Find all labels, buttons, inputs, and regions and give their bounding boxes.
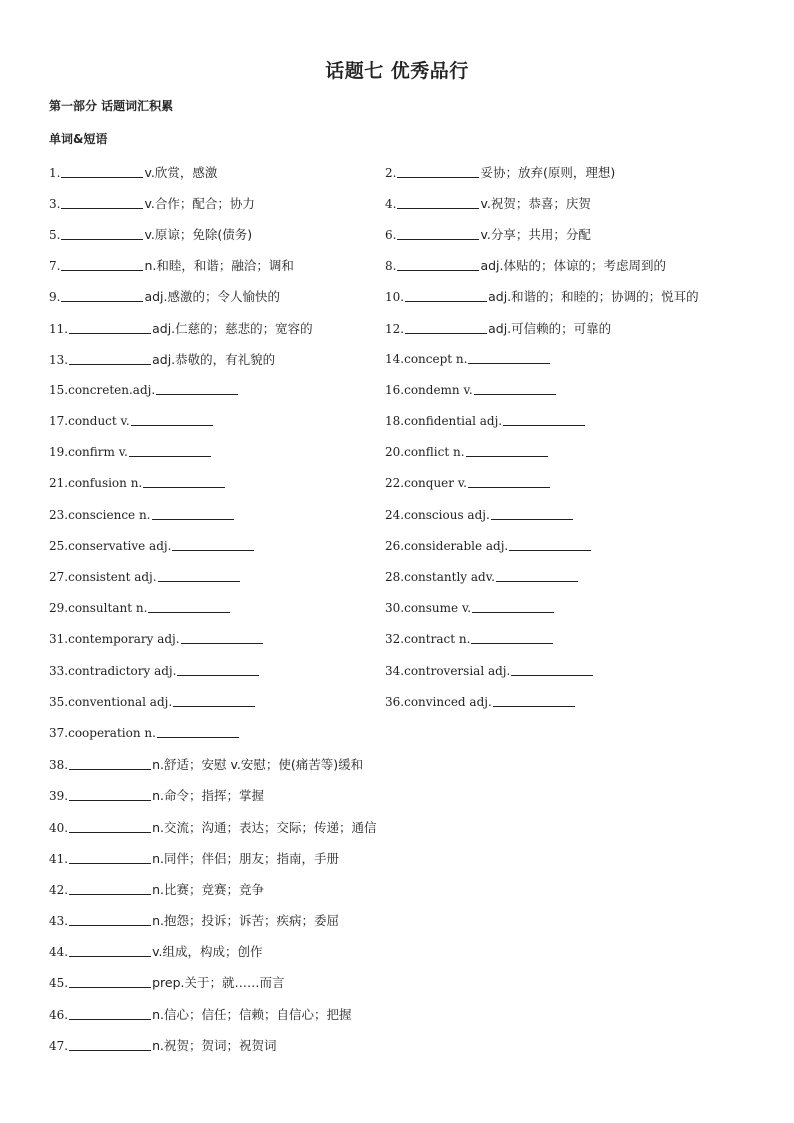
vocab-row	[49, 686, 769, 717]
answer-blank[interactable]	[69, 768, 151, 770]
item-number: 10.	[385, 290, 405, 305]
item-meaning: 妥协；放弃(原则，理想)	[480, 164, 616, 180]
item-word: confidential adj.	[404, 414, 503, 429]
item-meaning: v.祝贺；恭喜；庆贺	[480, 195, 591, 211]
vocab-item	[49, 601, 385, 615]
item-word: conservative adj.	[68, 538, 172, 553]
answer-blank[interactable]	[129, 455, 211, 457]
answer-blank[interactable]	[509, 549, 591, 551]
item-number: 44.	[49, 945, 69, 960]
item-meaning: adj.恭敬的，有礼貌的	[152, 351, 276, 367]
vocab-item	[385, 287, 769, 305]
item-word: conscious adj.	[404, 507, 490, 522]
vocab-item	[49, 942, 769, 960]
item-number: 4.	[385, 196, 397, 211]
vocab-item	[385, 383, 769, 397]
item-number: 6.	[385, 227, 397, 242]
item-number: 11.	[49, 321, 69, 336]
item-number: 35.	[49, 694, 69, 709]
vocab-item	[385, 194, 769, 212]
item-number: 22.	[385, 476, 405, 491]
answer-blank[interactable]	[157, 736, 239, 738]
vocab-item	[385, 695, 769, 709]
answer-blank[interactable]	[61, 300, 143, 302]
vocabulary-list	[49, 156, 769, 1060]
vocab-item	[49, 755, 769, 773]
vocab-item	[385, 445, 769, 459]
item-number: 30.	[385, 601, 405, 616]
item-number: 26.	[385, 538, 405, 553]
vocab-row	[49, 998, 769, 1029]
item-meaning: adj.体贴的；体谅的；考虑周到的	[480, 258, 666, 274]
vocab-item	[49, 163, 385, 181]
answer-blank[interactable]	[152, 518, 234, 520]
item-word: considerable adj.	[404, 538, 509, 553]
answer-blank[interactable]	[181, 642, 263, 644]
item-word: contemporary adj.	[68, 632, 180, 647]
item-number: 31.	[49, 632, 69, 647]
item-number: 7.	[49, 259, 61, 274]
vocab-row	[49, 717, 769, 748]
vocab-item	[385, 319, 769, 337]
vocab-row	[49, 905, 769, 936]
vocab-row	[49, 250, 769, 281]
item-number: 34.	[385, 663, 405, 678]
item-number: 13.	[49, 352, 69, 367]
item-word: consume v.	[404, 601, 472, 616]
item-number: 2.	[385, 165, 397, 180]
vocab-row	[49, 437, 769, 468]
item-number: 43.	[49, 914, 69, 929]
item-number: 28.	[385, 570, 405, 585]
answer-blank[interactable]	[177, 674, 259, 676]
vocab-row	[49, 156, 769, 187]
item-number: 37.	[49, 725, 69, 740]
answer-blank[interactable]	[158, 580, 240, 582]
vocab-item	[385, 225, 769, 243]
item-number: 27.	[49, 570, 69, 585]
vocab-item	[385, 414, 769, 428]
item-meaning: n.抱怨；投诉；诉苦；疾病；委屈	[152, 913, 339, 929]
item-number: 20.	[385, 445, 405, 460]
item-number: 33.	[49, 663, 69, 678]
item-meaning: n.和睦，和谐；融洽；调和	[144, 258, 294, 274]
answer-blank[interactable]	[405, 300, 487, 302]
vocab-item	[49, 1036, 769, 1054]
vocab-item	[49, 256, 385, 274]
answer-blank[interactable]	[69, 924, 151, 926]
item-meaning: v.分享；共用；分配	[480, 226, 591, 242]
vocab-row	[49, 936, 769, 967]
vocab-row	[49, 780, 769, 811]
vocab-row	[49, 218, 769, 249]
item-number: 8.	[385, 259, 397, 274]
item-number: 29.	[49, 601, 69, 616]
vocab-row	[49, 561, 769, 592]
item-meaning: prep.关于；就……而言	[152, 975, 285, 991]
item-number: 17.	[49, 414, 69, 429]
vocab-item	[385, 163, 769, 181]
item-meaning: adj.感激的；令人愉快的	[144, 289, 280, 305]
answer-blank[interactable]	[397, 207, 479, 209]
answer-blank[interactable]	[471, 642, 553, 644]
item-word: conscience n.	[68, 507, 151, 522]
vocab-item	[49, 911, 769, 929]
vocab-row	[49, 499, 769, 530]
subsection-heading: 单词&短语	[49, 132, 108, 146]
page-title: 话题七 优秀品行	[325, 60, 469, 82]
answer-blank[interactable]	[69, 332, 151, 334]
item-word: confusion n.	[68, 476, 143, 491]
item-number: 5.	[49, 227, 61, 242]
item-number: 32.	[385, 632, 405, 647]
item-number: 14.	[385, 351, 405, 366]
answer-blank[interactable]	[69, 955, 151, 957]
item-word: concept n.	[404, 351, 468, 366]
vocab-item	[49, 632, 385, 646]
vocab-row	[49, 811, 769, 842]
answer-blank[interactable]	[468, 486, 550, 488]
item-meaning: v.欣赏，感激	[144, 164, 218, 180]
item-meaning: n.舒适；安慰 v.安慰；使(痛苦等)缓和	[152, 757, 364, 773]
vocab-item	[385, 632, 769, 646]
item-number: 36.	[385, 694, 405, 709]
item-word: conduct v.	[68, 414, 130, 429]
vocab-item	[385, 256, 769, 274]
vocab-item	[49, 539, 385, 553]
item-number: 12.	[385, 321, 405, 336]
item-number: 38.	[49, 758, 69, 773]
item-number: 18.	[385, 414, 405, 429]
item-meaning: n.信心；信任；信赖；自信心；把握	[152, 1006, 352, 1022]
item-word: controversial adj.	[404, 663, 511, 678]
vocab-row	[49, 873, 769, 904]
answer-blank[interactable]	[69, 831, 151, 833]
vocab-item	[49, 1005, 769, 1023]
item-meaning: n.同伴；伴侣；朋友；指南，手册	[152, 850, 339, 866]
item-meaning: adj.仁慈的；慈悲的；宽容的	[152, 320, 313, 336]
answer-blank[interactable]	[69, 986, 151, 988]
item-number: 9.	[49, 290, 61, 305]
vocab-row	[49, 842, 769, 873]
item-number: 47.	[49, 1038, 69, 1053]
answer-blank[interactable]	[69, 363, 151, 365]
item-meaning: v.合作；配合；协力	[144, 195, 255, 211]
answer-blank[interactable]	[69, 1018, 151, 1020]
vocab-item	[385, 476, 769, 490]
answer-blank[interactable]	[61, 269, 143, 271]
item-word: conventional adj.	[68, 694, 173, 709]
item-word: convinced adj.	[404, 694, 492, 709]
item-word: condemn v.	[404, 382, 473, 397]
answer-blank[interactable]	[61, 238, 143, 240]
item-number: 23.	[49, 507, 69, 522]
item-meaning: n.比赛；竞赛；竞争	[152, 881, 264, 897]
answer-blank[interactable]	[69, 862, 151, 864]
vocab-row	[49, 281, 769, 312]
item-number: 24.	[385, 507, 405, 522]
vocab-item	[49, 287, 385, 305]
item-word: concreten.adj.	[68, 382, 156, 397]
vocab-item	[49, 570, 385, 584]
item-word: consistent adj.	[68, 570, 157, 585]
vocab-item	[49, 726, 769, 740]
vocab-item	[385, 352, 769, 366]
answer-blank[interactable]	[474, 393, 556, 395]
vocab-row	[49, 624, 769, 655]
vocab-item	[49, 508, 385, 522]
answer-blank[interactable]	[131, 424, 213, 426]
item-number: 16.	[385, 382, 405, 397]
answer-blank[interactable]	[405, 332, 487, 334]
item-meaning: n.祝贺；贺词；祝贺词	[152, 1037, 277, 1053]
vocab-row	[49, 967, 769, 998]
item-number: 40.	[49, 820, 69, 835]
vocab-item	[385, 664, 769, 678]
answer-blank[interactable]	[61, 176, 143, 178]
item-word: consultant n.	[68, 601, 148, 616]
item-meaning: n.交流；沟通；表达；交际；传递；通信	[152, 819, 377, 835]
vocab-item	[49, 818, 769, 836]
item-number: 42.	[49, 882, 69, 897]
vocab-row	[49, 343, 769, 374]
item-number: 15.	[49, 382, 69, 397]
answer-blank[interactable]	[472, 611, 554, 613]
answer-blank[interactable]	[397, 176, 479, 178]
vocab-item	[49, 849, 769, 867]
vocab-item	[385, 508, 769, 522]
answer-blank[interactable]	[61, 207, 143, 209]
answer-blank[interactable]	[491, 518, 573, 520]
vocab-row	[49, 312, 769, 343]
vocab-item	[49, 786, 769, 804]
vocab-row	[49, 468, 769, 499]
answer-blank[interactable]	[397, 238, 479, 240]
item-word: cooperation n.	[68, 725, 156, 740]
answer-blank[interactable]	[397, 269, 479, 271]
vocab-row	[49, 406, 769, 437]
vocab-row	[49, 374, 769, 405]
vocab-item	[49, 973, 769, 991]
item-number: 19.	[49, 445, 69, 460]
answer-blank[interactable]	[496, 580, 578, 582]
vocab-item	[385, 570, 769, 584]
vocab-item	[49, 695, 385, 709]
item-meaning: n.命令；指挥；掌握	[152, 788, 264, 804]
answer-blank[interactable]	[143, 486, 225, 488]
section-heading: 第一部分 话题词汇积累	[49, 99, 174, 113]
item-meaning: adj.可信赖的；可靠的	[488, 320, 612, 336]
vocab-item	[385, 539, 769, 553]
vocab-row	[49, 749, 769, 780]
item-meaning: adj.和谐的；和睦的；协调的；悦耳的	[488, 289, 699, 305]
item-meaning: v.原谅；免除(债务)	[144, 226, 253, 242]
answer-blank[interactable]	[69, 799, 151, 801]
item-number: 1.	[49, 165, 61, 180]
vocab-item	[49, 445, 385, 459]
answer-blank[interactable]	[172, 549, 254, 551]
vocab-item	[49, 319, 385, 337]
item-word: contract n.	[404, 632, 471, 647]
vocab-item	[49, 383, 385, 397]
item-word: contradictory adj.	[68, 663, 177, 678]
vocab-item	[49, 225, 385, 243]
answer-blank[interactable]	[148, 611, 230, 613]
item-word: confirm v.	[68, 445, 128, 460]
item-meaning: v.组成，构成；创作	[152, 944, 263, 960]
item-word: conquer v.	[404, 476, 467, 491]
vocab-item	[49, 350, 385, 368]
item-word: conflict n.	[404, 445, 465, 460]
answer-blank[interactable]	[466, 455, 548, 457]
answer-blank[interactable]	[69, 893, 151, 895]
vocab-item	[49, 880, 769, 898]
vocab-row	[49, 593, 769, 624]
answer-blank[interactable]	[69, 1049, 151, 1051]
vocab-item	[385, 601, 769, 615]
vocab-row	[49, 187, 769, 218]
item-word: constantly adv.	[404, 570, 495, 585]
item-number: 46.	[49, 1007, 69, 1022]
vocab-row	[49, 530, 769, 561]
answer-blank[interactable]	[493, 705, 575, 707]
item-number: 39.	[49, 789, 69, 804]
answer-blank[interactable]	[173, 705, 255, 707]
item-number: 25.	[49, 538, 69, 553]
answer-blank[interactable]	[468, 362, 550, 364]
item-number: 45.	[49, 976, 69, 991]
vocab-item	[49, 194, 385, 212]
answer-blank[interactable]	[511, 674, 593, 676]
item-number: 3.	[49, 196, 61, 211]
answer-blank[interactable]	[156, 393, 238, 395]
vocab-item	[49, 476, 385, 490]
vocab-item	[49, 414, 385, 428]
answer-blank[interactable]	[503, 424, 585, 426]
item-number: 21.	[49, 476, 69, 491]
vocab-row	[49, 655, 769, 686]
vocab-row	[49, 1029, 769, 1060]
vocab-item	[49, 664, 385, 678]
item-number: 41.	[49, 851, 69, 866]
